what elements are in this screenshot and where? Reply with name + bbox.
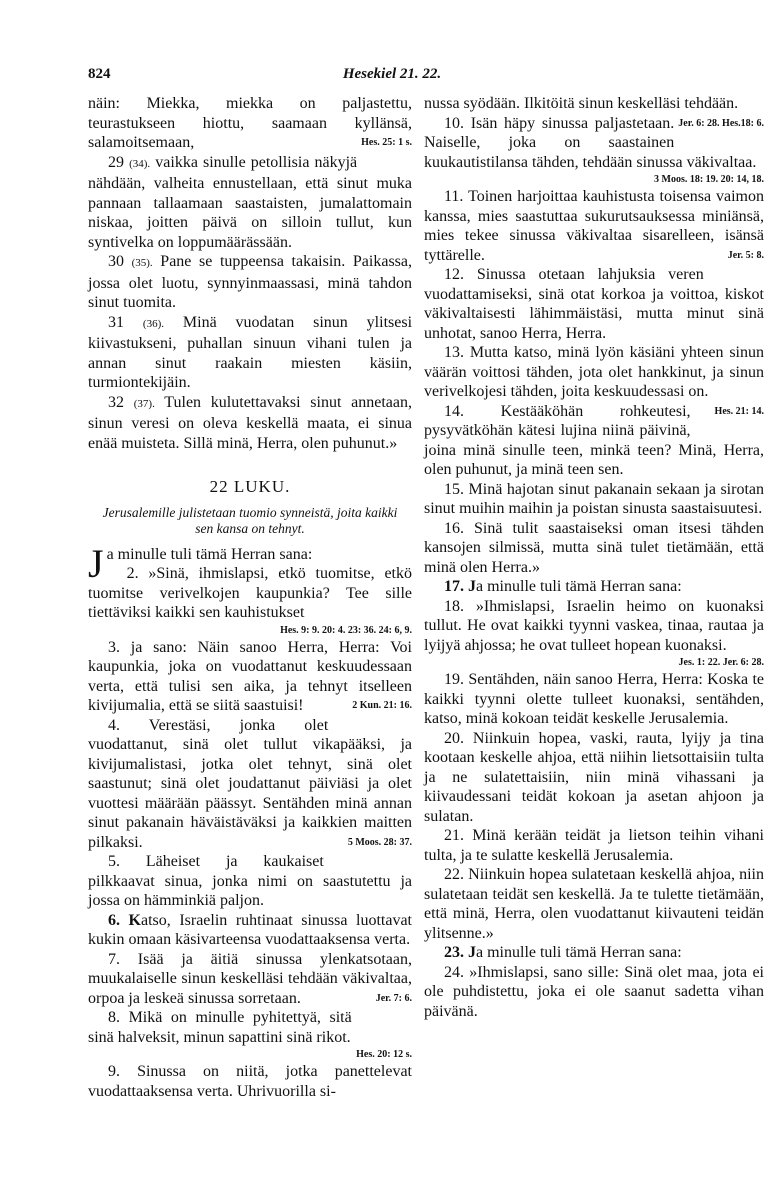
verse-alt-number: (34). xyxy=(129,157,151,170)
verse-text: 5. Läheiset ja kaukaiset pilkkaavat sinua, jonka nimi on saastutettu ja jossa on hämminkiä paljon. xyxy=(88,853,412,909)
verse-15 xyxy=(424,480,764,519)
verse-8 xyxy=(88,1008,412,1047)
verse-5 xyxy=(88,852,412,911)
verse-text: 19. Sentähden, näin sanoo Herra, Herra: Koska te kaikki tyynni olette tulleet kuonaksi, sentähden, katso, minä kokoan teidät keskelle Jerusalemia. xyxy=(424,671,764,727)
cross-reference: Jer. 5: 8. xyxy=(727,249,764,261)
cross-reference: 5 Moos. 28: 37. xyxy=(347,836,412,848)
verse-number: 31 xyxy=(108,313,124,331)
chapter-summary: Jerusalemille julistetaan tuomio synneistä, joita kaikki sen kansa on tehnyt. xyxy=(102,504,398,536)
cross-reference: Hes. 25: 1 s. xyxy=(361,137,412,148)
verse-6 xyxy=(88,911,412,950)
verse-text: 15. Minä hajotan sinut pakanain sekaan ja sirotan sinut muihin maihin ja poistan sinusta saastaisuutesi. xyxy=(424,480,764,517)
verse-16 xyxy=(424,519,764,578)
verse-alt-number: (35). xyxy=(131,257,153,269)
verse-1 xyxy=(88,540,412,586)
verse-text: 18. »Ihmislapsi, Israelin heimo on kuonaksi tullut. He ovat kaikki tyynni vaskea, tinaa, rautaa ja lyijyä ahjossa; he ovat tulleet hopean kuonaksi. xyxy=(424,597,764,654)
verse-text: 22. Niinkuin hopea sulatetaan keskellä ahjoa, niin sulatetaan teidät sen keskellä. Ja te tulette tietämään, että minä, Herra, olen vuodattanut kiivauteni teidän ylitsenne.» xyxy=(424,866,764,942)
verse-number: 30 xyxy=(108,253,124,270)
verse-number: 6. K xyxy=(108,911,141,929)
verse-20 xyxy=(424,729,764,827)
cross-reference: Jes. 1: 22. Jer. 6: 28. xyxy=(678,657,764,668)
verse-text: 24. »Ihmislapsi, sano sille: Sinä olet maa, jota ei ole puhdistettu, joka ei ole saanut sadetta vihan päivänä. xyxy=(424,963,764,1020)
verse-number: 17. J xyxy=(444,578,476,595)
verse-text: a minulle tuli tämä Herran sana: xyxy=(476,944,682,961)
verse-text: 12. Sinussa otetaan lahjuksia veren vuodattamiseksi, sinä otat korkoa ja voittoa, kiskot väkivaltaisesti lähimmäistäsi, mutta minut sinä unhotat, sanoo Herra, Herra. xyxy=(424,266,764,342)
verse-28-continuation xyxy=(88,94,412,153)
verse-22 xyxy=(424,865,764,943)
verse-alt-number: (37). xyxy=(133,397,155,410)
verse-18 xyxy=(424,597,764,656)
verse-29 xyxy=(88,153,412,253)
verse-number: 29 xyxy=(108,153,124,171)
verse-text: Pane se tuppeensa takaisin. Paikassa, jossa olet luotu, synnyinmaassasi, minä tahdon sinut tuomita. xyxy=(88,253,412,311)
verse-2 xyxy=(88,564,412,623)
verse-text: 7. Isää ja äitiä sinussa ylenkatsotaan, muukalaiselle sinun keskelläsi tehdään väkivaltaa, orpoa ja leskeä sinussa sorretaan. xyxy=(88,950,412,1007)
verse-19 xyxy=(424,670,764,729)
verse-text: 10. Isän häpy sinussa paljastetaan. Naiselle, joka on saastainen kuukautistilansa tähden, tehdään sinussa väkivaltaa. xyxy=(424,114,757,171)
verse-text: 2. »Sinä, ihmislapsi, etkö tuomitse, etkö tuomitse verivelkojen kaupunkia? Tee sille tiettäviksi kaikki sen kauhistukset xyxy=(88,565,412,621)
verse-text: 11. Toinen harjoittaa kauhistusta toisensa vaimon kanssa, mies saastuttaa sukurutsauksessa miniänsä, mies tekee sinussa väkivaltaa sisarelleen, isänsä tyttärelle. xyxy=(424,188,764,264)
cross-reference: 3 Moos. 18: 19. 20: 14, 18. xyxy=(654,174,764,185)
verse-17 xyxy=(424,577,764,597)
verse-31 xyxy=(88,313,412,393)
verse-text: Minä vuodatan sinun ylitsesi kiivastukseni, puhallan sinuun vihani tulen ja annan sinut raakain miesten käsiin, turmiontekijäin. xyxy=(88,313,413,391)
cross-reference: Jer. 6: 28. Hes.18: 6. xyxy=(678,117,764,129)
verse-text: Tulen kulutettavaksi sinut annetaan, sinun veresi on oleva keskellä maata, ei sinua enää muisteta. Sillä minä, Herra, olen puhunut.» xyxy=(88,393,413,452)
verse-text: 3. ja sano: Näin sanoo Herra, Herra: Voi kaupunkia, joka on vuodattanut keskuudessaan verta, että tulisi sen aika, ja tehnyt itselleen kivijumalia, että se siitä saastuisi! xyxy=(88,638,412,714)
verse-text: 14. Kestääköhän rohkeutesi, pysyvätköhän kätesi lujina niinä päivinä, joina minä sinulle teen, minkä teen? Minä, Herra, olen puhunut, ja minä teen sen. xyxy=(424,402,764,478)
cross-reference: Hes. 21: 14. xyxy=(714,405,764,417)
verse-21 xyxy=(424,826,764,865)
verse-text: a minulle tuli tämä Herran sana: xyxy=(476,578,682,595)
verse-13 xyxy=(424,343,764,417)
verse-9 xyxy=(88,1062,412,1101)
verse-text: a minulle tuli tämä Herran sana: xyxy=(106,545,313,563)
verse-23 xyxy=(424,943,764,963)
drop-cap: J xyxy=(88,540,104,586)
verse-text: 9. Sinussa on niitä, jotka panettelevat vuodattaaksensa verta. Uhrivuorilla si- xyxy=(88,1063,412,1100)
verse-11 xyxy=(424,187,764,265)
page-number: 824 xyxy=(88,66,111,82)
verse-text: atso, Israelin ruhtinaat sinussa luottavat kukin omaan käsivarteensa vuodattaaksensa verta. xyxy=(88,911,413,948)
verse-text: vaikka sinulle petollisia näkyjä nähdään, valheita ennustellaan, että sinut muka pannaan tallaamaan saastaisten, jumalattomain niskaa, joitten päivä on silloin tullut, kun syntivelka on loppumäärässään. xyxy=(88,153,412,251)
verse-32 xyxy=(88,393,412,454)
chapter-title: 22 LUKU. xyxy=(209,477,291,496)
verse-7 xyxy=(88,950,412,1009)
verse-12 xyxy=(424,265,764,343)
verse-number: 32 xyxy=(108,393,124,411)
verse-number: 23. J xyxy=(444,944,476,961)
verse-text: nussa syödään. Ilkitöitä sinun keskelläsi tehdään. xyxy=(424,95,739,112)
cross-reference: 2 Kun. 21: 16. xyxy=(352,700,412,711)
verse-9-continuation xyxy=(424,94,764,129)
verse-text: 16. Sinä tulit saastaiseksi oman itsesi tähden kansojen silmissä, mutta sinä tulet tietämään, että minä olen Herra.» xyxy=(424,519,764,576)
verse-text: 20. Niinkuin hopea, vaski, rauta, lyijy ja tina kootaan keskelle ahjoa, että niihin lietsottaisiin tulta ja ne sulatettaisiin, niin minä vihassani ja kiivaudessani teidät kokoan ja asetan ahjoon ja sulatan. xyxy=(424,729,764,825)
verse-4 xyxy=(88,716,412,853)
right-column xyxy=(424,94,764,1021)
cross-reference: Jer. 7: 6. xyxy=(375,992,412,1004)
verse-text: 21. Minä kerään teidät ja lietson teihin vihani tulta, ja te sulatte keskellä Jerusalemia. xyxy=(424,827,764,864)
verse-text: 4. Verestäsi, jonka olet vuodattanut, sinä olet tullut vikapääksi, ja kivijumalistasi, jotka olet tehnyt, sinä olet saastunut; sinä olet joudattanut päiviäsi ja olet vuottesi määrään päässyt. Sentähden minä annan sinut pakanain häväistäväksi ja kaikkien maitten pilkaksi. xyxy=(88,716,412,851)
verse-24 xyxy=(424,963,764,1022)
verse-3 xyxy=(88,638,412,716)
verse-text: 8. Mikä on minulle pyhitettyä, sitä sinä halveksit, minun sapattini sinä rikot. xyxy=(88,1009,352,1046)
verse-text: 13. Mutta katso, minä lyön käsiäni yhteen sinun väärän voittosi tähden, jota olet hankkinut, ja sinun verivelkojesi tähden, joita keskuudessasi on. xyxy=(424,344,764,400)
running-head: Hesekiel 21. 22. xyxy=(342,66,442,82)
verse-text: näin: Miekka, miekka on paljastettu, teurastukseen hiottu, saamaan kyllänsä, salamoitsemaan, xyxy=(88,95,412,151)
verse-alt-number: (36). xyxy=(142,317,164,330)
verse-30 xyxy=(88,252,412,313)
cross-reference: Hes. 9: 9. 20: 4. 23: 36. 24: 6, 9. xyxy=(280,624,412,636)
left-column xyxy=(88,94,412,1101)
cross-reference: Hes. 20: 12 s. xyxy=(356,1049,412,1060)
